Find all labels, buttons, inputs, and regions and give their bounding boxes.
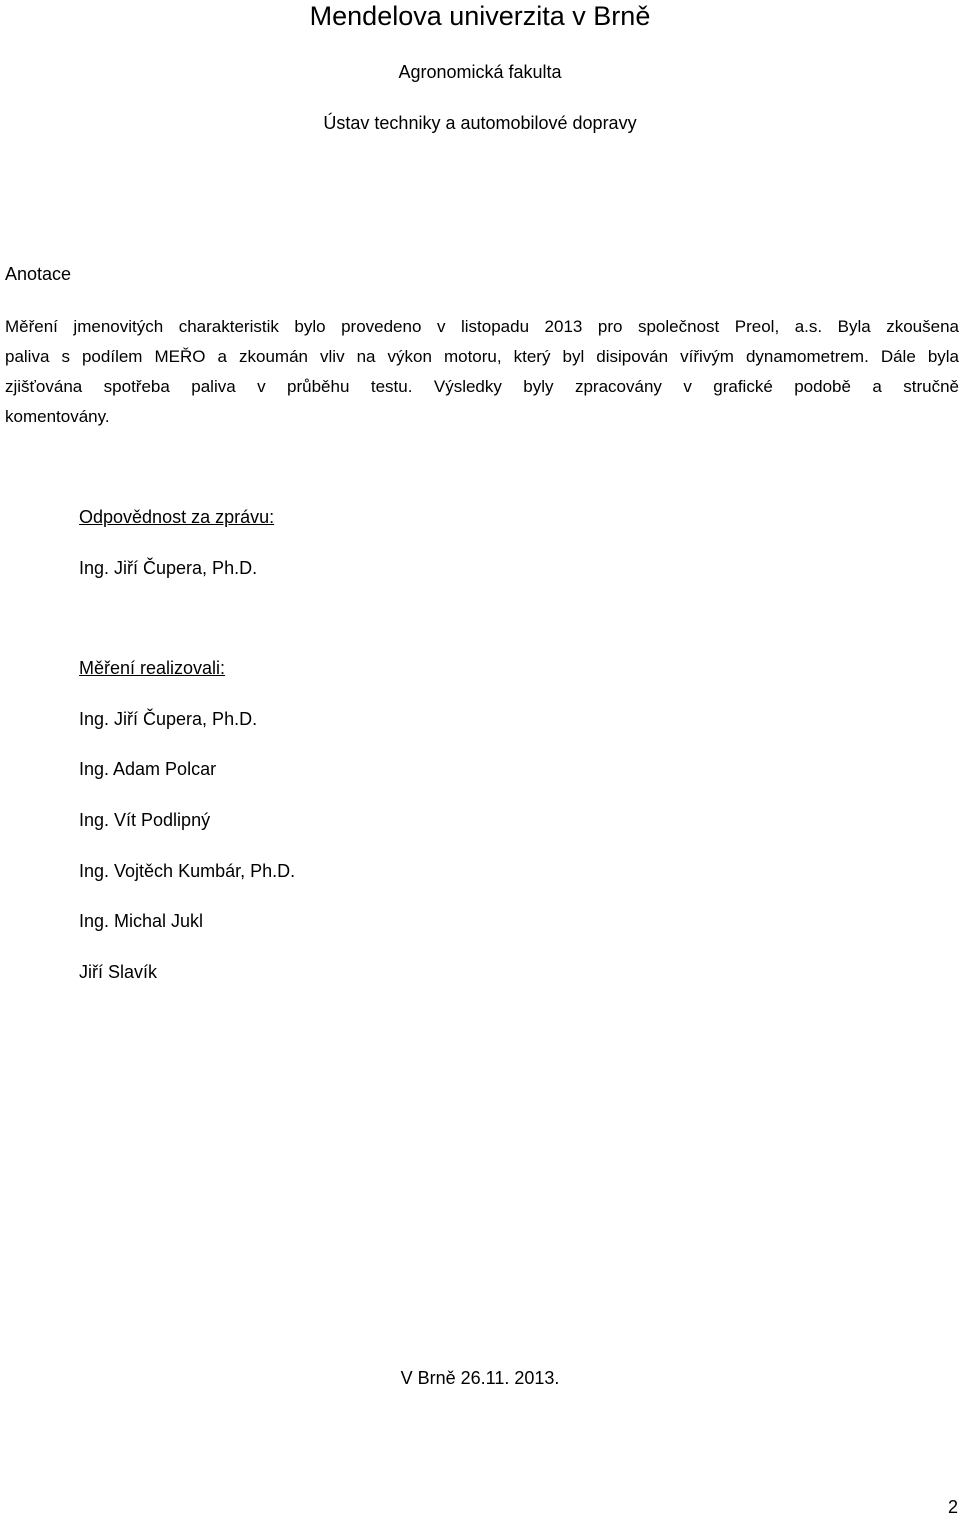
university-title: Mendelova univerzita v Brně — [309, 1, 651, 31]
measurement-person: Jiří Slavík — [79, 962, 158, 982]
faculty-name: Agronomická fakulta — [398, 62, 562, 82]
page-number: 2 — [947, 1497, 958, 1517]
measurement-person: Ing. Michal Jukl — [79, 911, 204, 931]
measurement-person: Ing. Vít Podlipný — [79, 810, 211, 830]
institute-name: Ústav techniky a automobilové dopravy — [323, 113, 637, 133]
annotation-paragraph — [5, 312, 959, 432]
measurement-person: Ing. Adam Polcar — [79, 759, 217, 779]
measurement-label: Měření realizovali: — [79, 658, 226, 678]
measurement-person: Ing. Vojtěch Kumbár, Ph.D. — [79, 861, 296, 881]
annotation-line: paliva s podílem MEŘO a zkoumán vliv na výkon motoru, který byl disipován vířivým dynamometrem. Dále byla — [5, 347, 959, 366]
document-date: V Brně 26.11. 2013. — [400, 1368, 560, 1388]
responsibility-label: Odpovědnost za zprávu: — [79, 507, 275, 527]
annotation-line: Měření jmenovitých charakteristik bylo provedeno v listopadu 2013 pro společnost Preol, a.s. Byla zkoušena — [5, 317, 959, 336]
responsible-person: Ing. Jiří Čupera, Ph.D. — [79, 558, 258, 578]
annotation-line: komentovány. — [5, 407, 110, 426]
annotation-line: zjišťována spotřeba paliva v průběhu testu. Výsledky byly zpracovány v grafické podobě a stručně — [5, 377, 959, 396]
measurement-person: Ing. Jiří Čupera, Ph.D. — [79, 709, 258, 729]
annotation-heading: Anotace — [5, 264, 72, 284]
